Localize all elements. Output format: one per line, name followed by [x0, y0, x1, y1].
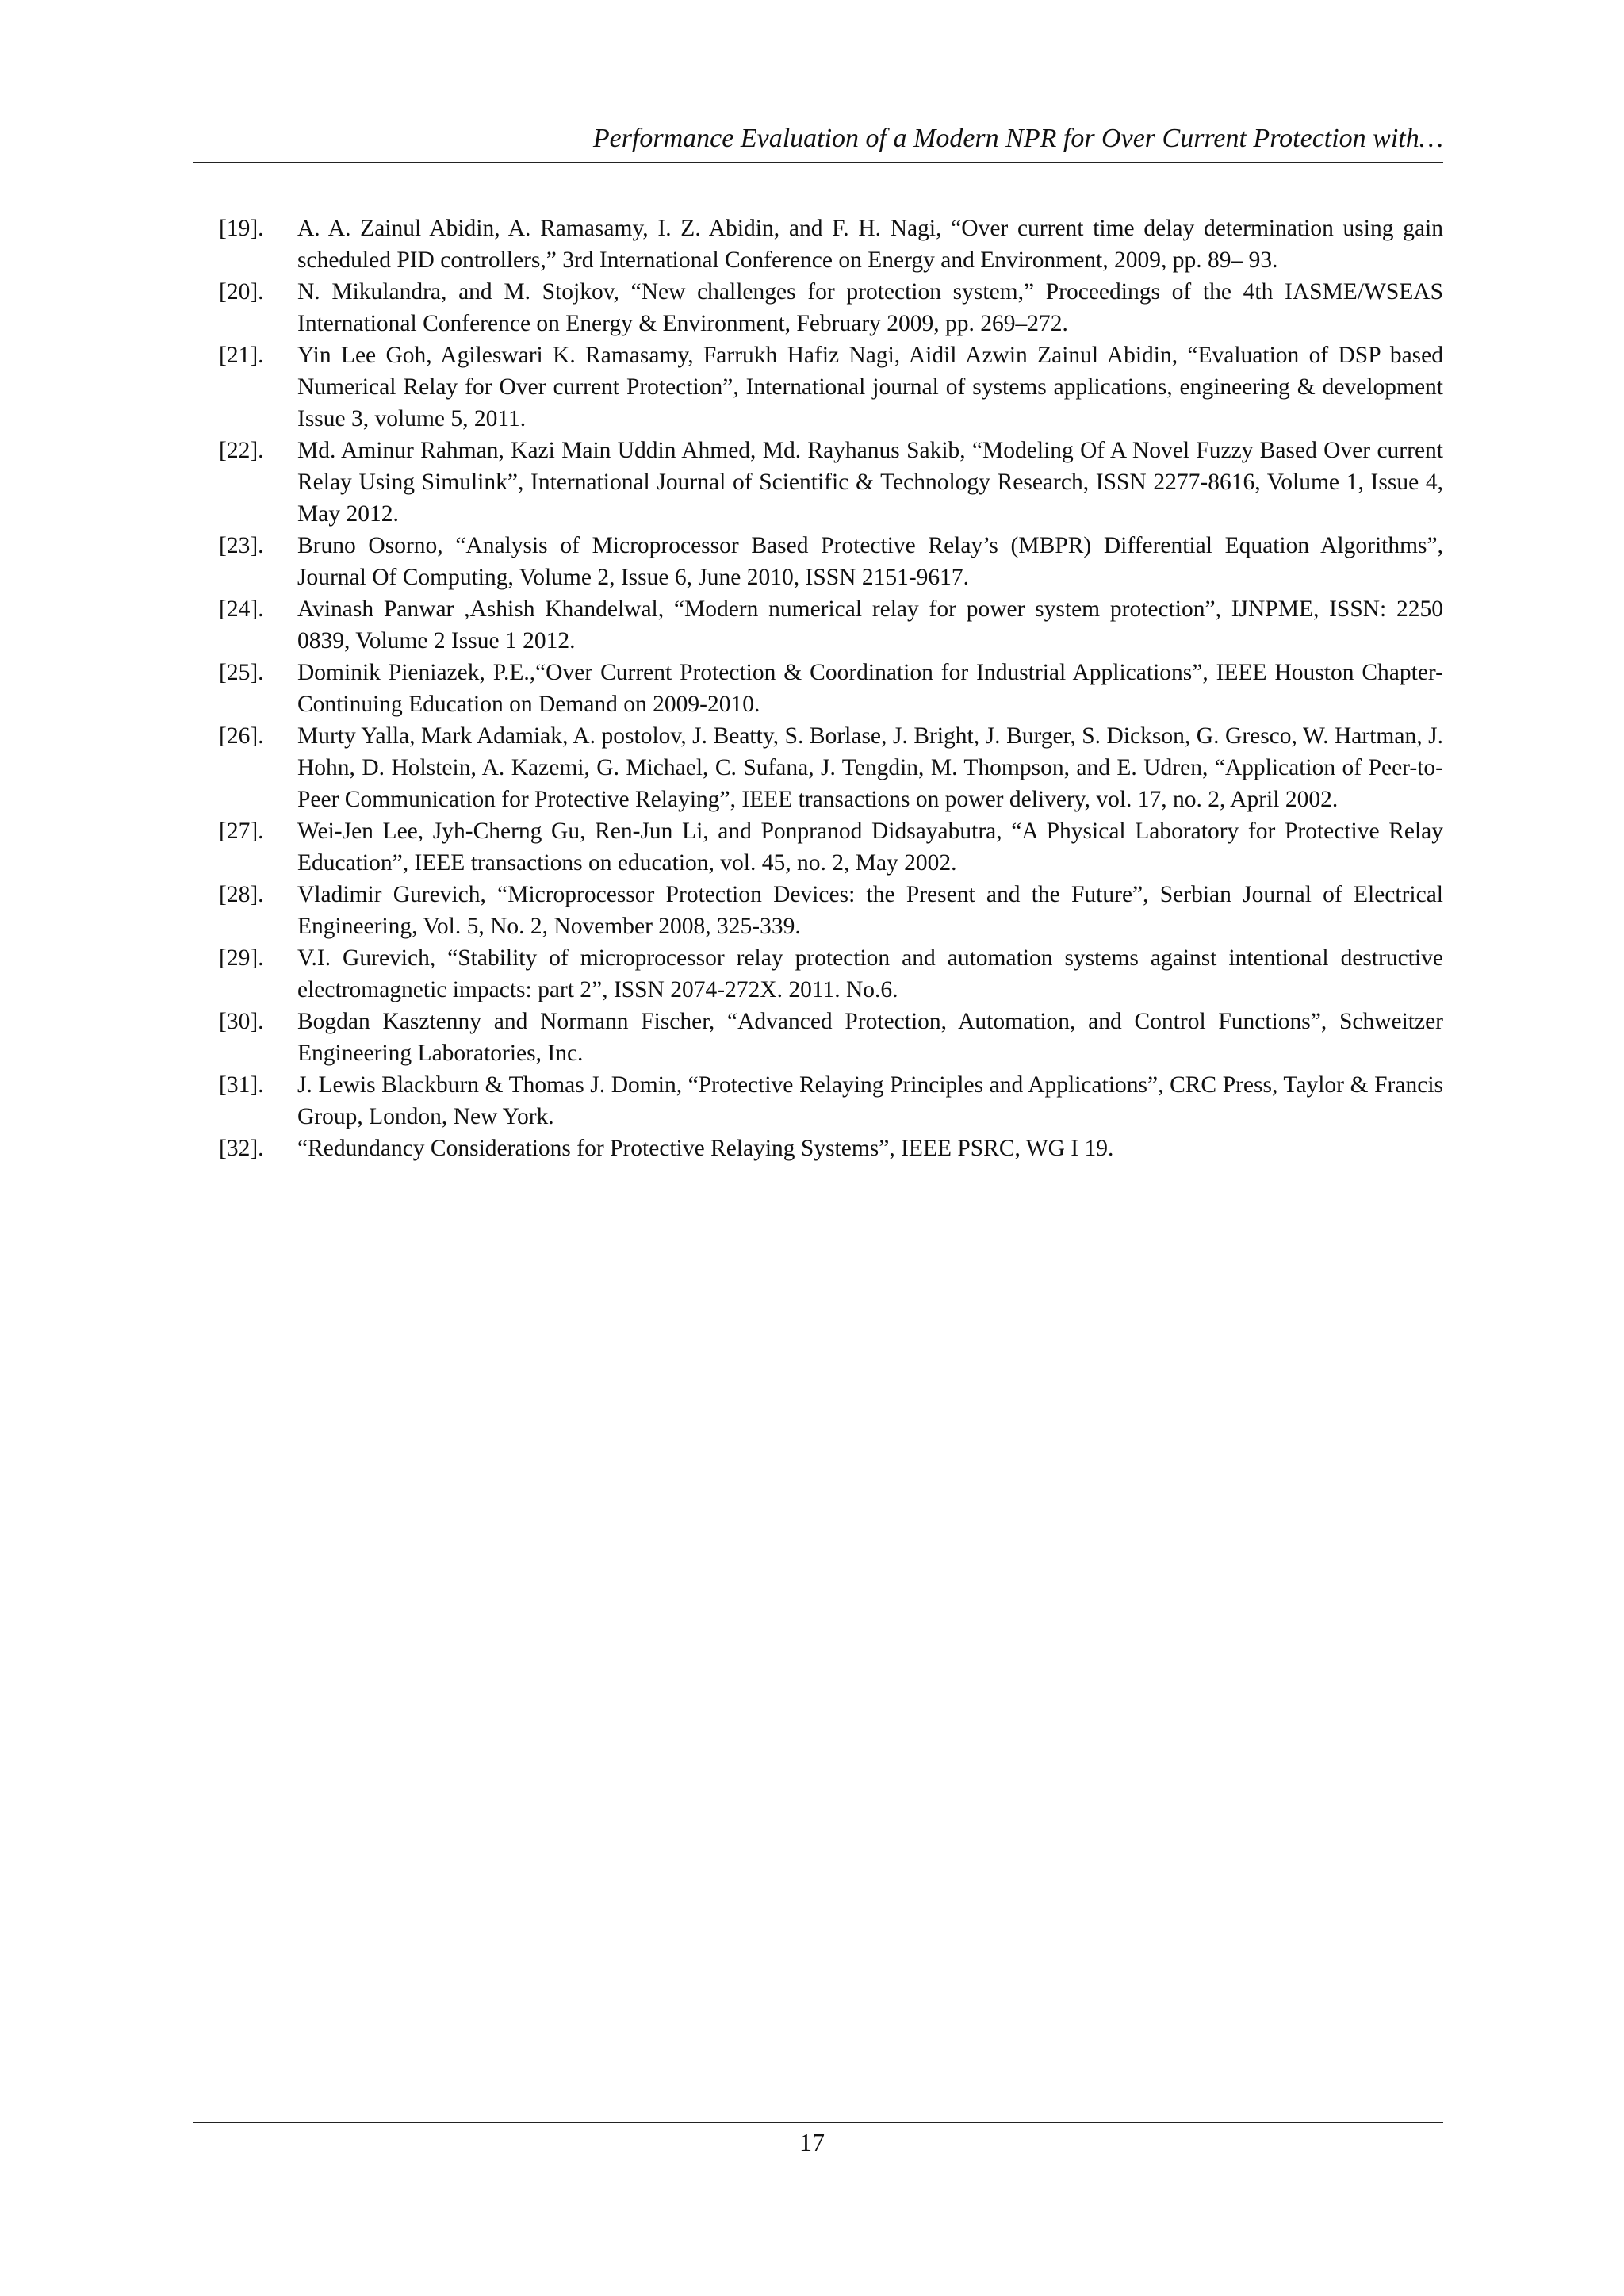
- reference-item: [219, 720, 1443, 815]
- reference-number: [19].: [219, 216, 264, 241]
- reference-text: Avinash Panwar ,Ashish Khandelwal, “Modern numerical relay for power system protection”, IJNPME, ISSN: 2250 0839, Volume 2 Issue 1 2012.: [297, 596, 1443, 654]
- page-number: 17: [799, 2128, 825, 2156]
- reference-number: [25].: [219, 660, 264, 685]
- reference-item: [219, 213, 1443, 276]
- reference-item: [219, 339, 1443, 435]
- reference-text: J. Lewis Blackburn & Thomas J. Domin, “Protective Relaying Principles and Applications”, CRC Press, Taylor & Francis Group, London, New York.: [297, 1072, 1443, 1129]
- reference-number: [23].: [219, 533, 264, 558]
- reference-item: [219, 276, 1443, 339]
- reference-item: [219, 942, 1443, 1006]
- reference-item: [219, 815, 1443, 879]
- reference-text: N. Mikulandra, and M. Stojkov, “New challenges for protection system,” Proceedings of the 4th IASME/WSEAS International Conference on Energy & Environment, February 2009, pp. 269–272.: [297, 279, 1443, 336]
- running-header: [193, 119, 1443, 163]
- reference-text: Yin Lee Goh, Agileswari K. Ramasamy, Farrukh Hafiz Nagi, Aidil Azwin Zainul Abidin, “Evaluation of DSP based Numerical Relay for Over current Protection”, International journal of systems applications, engineering & development Issue 3, volume 5, 2011.: [297, 343, 1443, 431]
- reference-number: [28].: [219, 882, 264, 907]
- reference-text: Bruno Osorno, “Analysis of Microprocessor Based Protective Relay’s (MBPR) Differential Equation Algorithms”, Journal Of Computing, Volume 2, Issue 6, June 2010, ISSN 2151-9617.: [297, 533, 1443, 590]
- reference-item: [219, 1069, 1443, 1133]
- reference-item: [219, 879, 1443, 942]
- reference-text: Dominik Pieniazek, P.E.,“Over Current Protection & Coordination for Industrial Applications”, IEEE Houston Chapter-Continuing Education on Demand on 2009-2010.: [297, 660, 1443, 717]
- reference-item: [219, 530, 1443, 593]
- reference-text: A. A. Zainul Abidin, A. Ramasamy, I. Z. Abidin, and F. H. Nagi, “Over current time delay determination using gain scheduled PID controllers,” 3rd International Conference on Energy and Environment, 2009, pp. 89– 93.: [297, 216, 1443, 273]
- reference-number: [22].: [219, 438, 264, 463]
- reference-number: [26].: [219, 723, 264, 749]
- reference-number: [27].: [219, 818, 264, 844]
- reference-text: “Redundancy Considerations for Protective Relaying Systems”, IEEE PSRC, WG I 19.: [297, 1136, 1114, 1161]
- reference-number: [29].: [219, 945, 264, 971]
- reference-item: [219, 1133, 1443, 1164]
- footer-divider: [193, 2122, 1443, 2123]
- reference-item: [219, 593, 1443, 657]
- reference-number: [30].: [219, 1009, 264, 1034]
- reference-number: [32].: [219, 1136, 264, 1161]
- reference-item: [219, 435, 1443, 530]
- reference-number: [31].: [219, 1072, 264, 1098]
- reference-text: Murty Yalla, Mark Adamiak, A. postolov, J. Beatty, S. Borlase, J. Bright, J. Burger, S. Dickson, G. Gresco, W. Hartman, J. Hohn, D. Holstein, A. Kazemi, G. Michael, C. Sufana, J. Tengdin, M. Thompson, and E. Udren, “Application of Peer-to-Peer Communication for Protective Relaying”, IEEE transactions on power delivery, vol. 17, no. 2, April 2002.: [297, 723, 1443, 812]
- reference-list: [219, 213, 1443, 1164]
- reference-item: [219, 1006, 1443, 1069]
- reference-text: Bogdan Kasztenny and Normann Fischer, “Advanced Protection, Automation, and Control Functions”, Schweitzer Engineering Laboratories, Inc.: [297, 1009, 1443, 1066]
- reference-number: [20].: [219, 279, 264, 305]
- reference-number: [21].: [219, 343, 264, 368]
- reference-item: [219, 657, 1443, 720]
- reference-number: [24].: [219, 596, 264, 622]
- reference-text: Wei-Jen Lee, Jyh-Cherng Gu, Ren-Jun Li, and Ponpranod Didsayabutra, “A Physical Laboratory for Protective Relay Education”, IEEE transactions on education, vol. 45, no. 2, May 2002.: [297, 818, 1443, 876]
- running-header-title: Performance Evaluation of a Modern NPR for Over Current Protection with…: [592, 124, 1443, 153]
- reference-text: Vladimir Gurevich, “Microprocessor Protection Devices: the Present and the Future”, Serbian Journal of Electrical Engineering, Vol. 5, No. 2, November 2008, 325-339.: [297, 882, 1443, 939]
- reference-text: Md. Aminur Rahman, Kazi Main Uddin Ahmed, Md. Rayhanus Sakib, “Modeling Of A Novel Fuzzy Based Over current Relay Using Simulink”, International Journal of Scientific & Technology Research, ISSN 2277-8616, Volume 1, Issue 4, May 2012.: [297, 438, 1443, 527]
- reference-text: V.I. Gurevich, “Stability of microprocessor relay protection and automation systems against intentional destructive electromagnetic impacts: part 2”, ISSN 2074-272X. 2011. No.6.: [297, 945, 1443, 1002]
